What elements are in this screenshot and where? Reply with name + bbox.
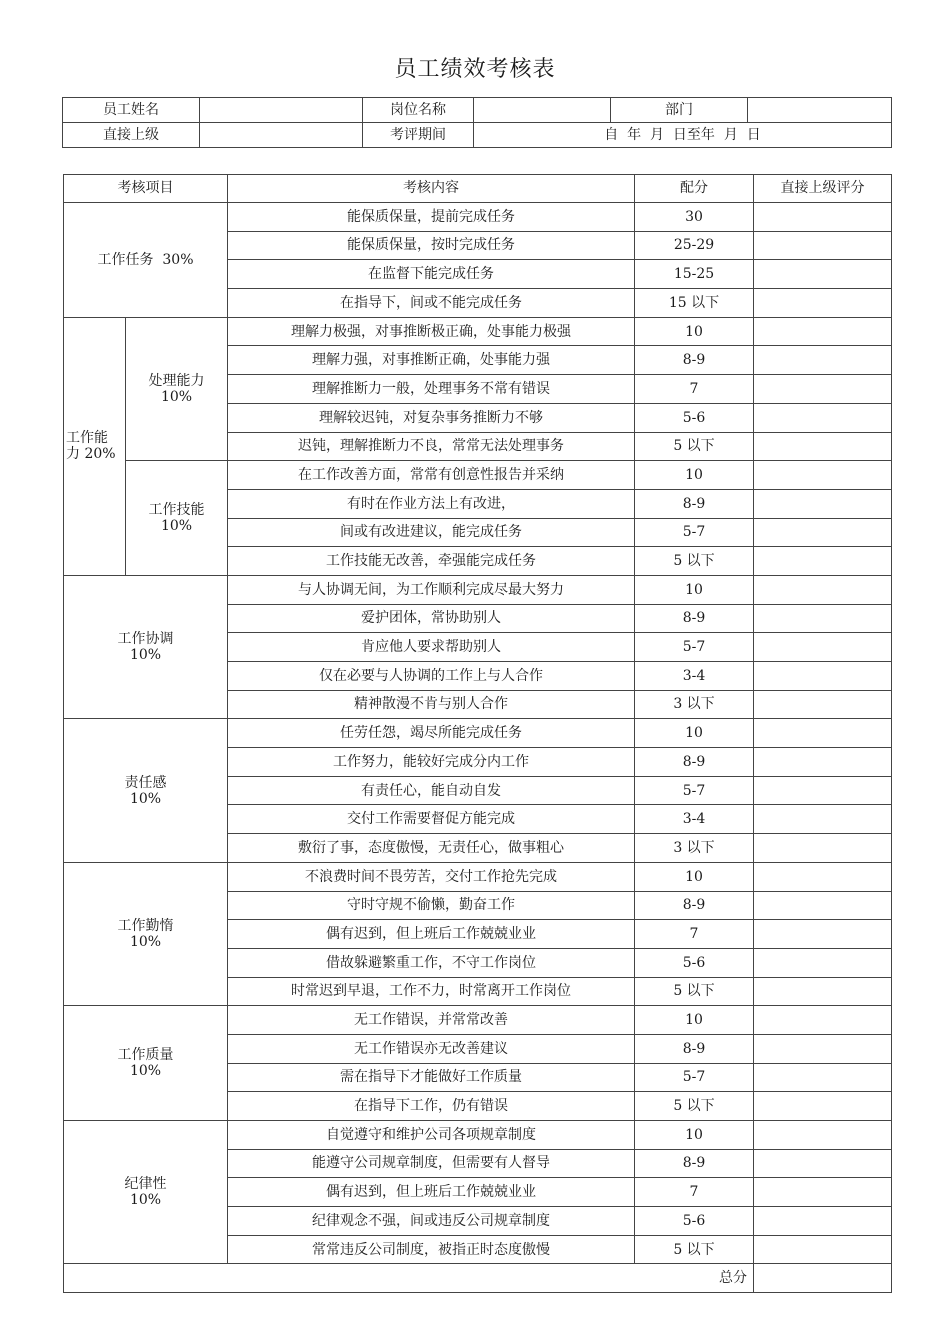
rating-cell[interactable] <box>754 977 892 1006</box>
position-label: 岗位名称 <box>363 98 474 123</box>
rating-cell[interactable] <box>754 662 892 691</box>
score-range: 25-29 <box>635 231 754 260</box>
rating-cell[interactable] <box>754 547 892 576</box>
category-responsibility <box>64 719 228 862</box>
supervisor-field[interactable] <box>200 123 363 148</box>
rating-cell[interactable] <box>754 461 892 490</box>
criteria-text: 偶有迟到，但上班后工作兢兢业业 <box>228 1178 635 1207</box>
period-label: 考评期间 <box>363 123 474 148</box>
rating-cell[interactable] <box>754 432 892 461</box>
criteria-text: 能遵守公司规章制度，但需要有人督导 <box>228 1149 635 1178</box>
criteria-text: 无工作错误亦无改善建议 <box>228 1034 635 1063</box>
criteria-text: 借故躲避繁重工作，不守工作岗位 <box>228 948 635 977</box>
category-label: 工作勤惰 <box>117 917 174 934</box>
total-score-cell[interactable] <box>754 1264 892 1293</box>
criteria-text: 在指导下，间或不能完成任务 <box>228 289 635 318</box>
score-range: 10 <box>635 862 754 891</box>
criteria-text: 与人协调无间，为工作顺利完成尽最大努力 <box>228 575 635 604</box>
category-label: 工作质量 <box>117 1047 174 1064</box>
category-weight: 10% <box>129 790 162 807</box>
header-rating: 直接上级评分 <box>754 175 892 203</box>
score-range: 5 以下 <box>635 977 754 1006</box>
criteria-text: 理解较迟钝，对复杂事务推断力不够 <box>228 403 635 432</box>
category-coordination <box>64 575 228 718</box>
score-range: 7 <box>635 920 754 949</box>
score-range: 5 以下 <box>635 547 754 576</box>
rating-cell[interactable] <box>754 1063 892 1092</box>
table-row <box>64 862 892 891</box>
subcategory-weight: 10% <box>160 518 193 535</box>
criteria-text: 工作技能无改善，牵强能完成任务 <box>228 547 635 576</box>
category-ability <box>64 317 126 575</box>
category-diligence <box>64 862 228 1005</box>
criteria-text: 爱护团体，常协助别人 <box>228 604 635 633</box>
rating-cell[interactable] <box>754 231 892 260</box>
score-range: 8-9 <box>635 489 754 518</box>
criteria-text: 间或有改进建议，能完成任务 <box>228 518 635 547</box>
criteria-text: 有时在作业方法上有改进， <box>228 489 635 518</box>
criteria-text: 无工作错误，并常常改善 <box>228 1006 635 1035</box>
criteria-text: 交付工作需要督促方能完成 <box>228 805 635 834</box>
criteria-text: 肯应他人要求帮助别人 <box>228 633 635 662</box>
criteria-text: 需在指导下才能做好工作质量 <box>228 1063 635 1092</box>
category-quality <box>64 1006 228 1121</box>
rating-cell[interactable] <box>754 948 892 977</box>
table-row <box>64 317 892 346</box>
assessment-table <box>63 174 892 1293</box>
score-range: 5-7 <box>635 1063 754 1092</box>
score-range: 10 <box>635 461 754 490</box>
rating-cell[interactable] <box>754 317 892 346</box>
score-range: 8-9 <box>635 891 754 920</box>
rating-cell[interactable] <box>754 489 892 518</box>
category-label: 工作协调 <box>117 631 174 648</box>
criteria-text: 偶有迟到，但上班后工作兢兢业业 <box>228 920 635 949</box>
rating-cell[interactable] <box>754 289 892 318</box>
rating-cell[interactable] <box>754 633 892 662</box>
rating-cell[interactable] <box>754 891 892 920</box>
score-range: 5-6 <box>635 1207 754 1236</box>
rating-cell[interactable] <box>754 375 892 404</box>
score-range: 8-9 <box>635 346 754 375</box>
table-row <box>64 203 892 232</box>
score-range: 8-9 <box>635 748 754 777</box>
score-range: 5-6 <box>635 403 754 432</box>
position-field[interactable] <box>474 98 611 123</box>
criteria-text: 自觉遵守和维护公司各项规章制度 <box>228 1121 635 1150</box>
criteria-text: 守时守规不偷懒，勤奋工作 <box>228 891 635 920</box>
score-range: 3 以下 <box>635 690 754 719</box>
subcategory-label: 工作技能 <box>148 501 205 518</box>
rating-cell[interactable] <box>754 690 892 719</box>
criteria-text: 能保质保量，按时完成任务 <box>228 231 635 260</box>
rating-cell[interactable] <box>754 748 892 777</box>
rating-cell[interactable] <box>754 346 892 375</box>
score-range: 10 <box>635 719 754 748</box>
header-content: 考核内容 <box>228 175 635 203</box>
rating-cell[interactable] <box>754 403 892 432</box>
score-range: 5-7 <box>635 518 754 547</box>
rating-cell[interactable] <box>754 604 892 633</box>
rating-cell[interactable] <box>754 1121 892 1150</box>
criteria-text: 理解推断力一般，处理事务不常有错误 <box>228 375 635 404</box>
rating-cell[interactable] <box>754 1092 892 1121</box>
score-range: 3 以下 <box>635 834 754 863</box>
criteria-text: 任劳任怨，竭尽所能完成任务 <box>228 719 635 748</box>
criteria-text: 有责任心，能自动自发 <box>228 776 635 805</box>
table-row <box>64 719 892 748</box>
criteria-text: 理解力极强，对事推断极正确，处事能力极强 <box>228 317 635 346</box>
category-task: 工作任务 30% <box>64 203 228 318</box>
criteria-text: 在指导下工作，仍有错误 <box>228 1092 635 1121</box>
category-weight: 10% <box>129 1192 162 1209</box>
criteria-text: 工作努力，能较好完成分内工作 <box>228 748 635 777</box>
table-row <box>64 575 892 604</box>
rating-cell[interactable] <box>754 1235 892 1264</box>
score-range: 10 <box>635 1121 754 1150</box>
subcategory-label: 处理能力 <box>148 372 205 389</box>
score-range: 5-7 <box>635 633 754 662</box>
rating-cell[interactable] <box>754 920 892 949</box>
criteria-text: 敷衍了事，态度傲慢，无责任心，做事粗心 <box>228 834 635 863</box>
score-range: 10 <box>635 575 754 604</box>
score-range: 5 以下 <box>635 1235 754 1264</box>
score-range: 7 <box>635 1178 754 1207</box>
score-range: 3-4 <box>635 805 754 834</box>
rating-cell[interactable] <box>754 1149 892 1178</box>
department-field[interactable] <box>748 98 892 123</box>
category-label: 纪律性 <box>124 1176 167 1193</box>
subcategory-handling <box>126 317 228 460</box>
score-range: 5 以下 <box>635 432 754 461</box>
criteria-text: 在工作改善方面，常常有创意性报告并采纳 <box>228 461 635 490</box>
criteria-text: 仅在必要与人协调的工作上与人合作 <box>228 662 635 691</box>
score-range: 5-7 <box>635 776 754 805</box>
rating-cell[interactable] <box>754 203 892 232</box>
score-range: 10 <box>635 1006 754 1035</box>
subcategory-weight: 10% <box>160 388 193 405</box>
total-label: 总分 <box>64 1264 754 1293</box>
score-range: 7 <box>635 375 754 404</box>
category-discipline <box>64 1121 228 1264</box>
criteria-text: 理解力强，对事推断正确，处事能力强 <box>228 346 635 375</box>
rating-cell[interactable] <box>754 575 892 604</box>
criteria-text: 精神散漫不肯与别人合作 <box>228 690 635 719</box>
criteria-text: 不浪费时间不畏劳苦，交付工作抢先完成 <box>228 862 635 891</box>
employee-name-field[interactable] <box>200 98 363 123</box>
table-row <box>64 1121 892 1150</box>
score-range: 8-9 <box>635 1149 754 1178</box>
score-range: 15-25 <box>635 260 754 289</box>
rating-cell[interactable] <box>754 260 892 289</box>
category-weight: 力 20% <box>66 446 116 463</box>
category-label: 责任感 <box>124 774 167 791</box>
rating-cell[interactable] <box>754 719 892 748</box>
score-range: 5-6 <box>635 948 754 977</box>
score-range: 3-4 <box>635 662 754 691</box>
score-range: 5 以下 <box>635 1092 754 1121</box>
table-row <box>64 1006 892 1035</box>
table-row <box>64 461 892 490</box>
category-weight: 10% <box>129 934 162 951</box>
header-item: 考核项目 <box>64 175 228 203</box>
score-range: 15 以下 <box>635 289 754 318</box>
criteria-text: 常常违反公司制度，被指正时态度傲慢 <box>228 1235 635 1264</box>
supervisor-label: 直接上级 <box>63 123 200 148</box>
department-label: 部门 <box>611 98 748 123</box>
category-weight: 10% <box>129 647 162 664</box>
employee-name-label: 员工姓名 <box>63 98 200 123</box>
criteria-text: 能保质保量，提前完成任务 <box>228 203 635 232</box>
rating-cell[interactable] <box>754 834 892 863</box>
subcategory-skill <box>126 461 228 576</box>
total-row <box>64 1264 892 1293</box>
header-score: 配分 <box>635 175 754 203</box>
table-header-row <box>64 175 892 203</box>
category-weight: 10% <box>129 1063 162 1080</box>
rating-cell[interactable] <box>754 862 892 891</box>
rating-cell[interactable] <box>754 1207 892 1236</box>
rating-cell[interactable] <box>754 1178 892 1207</box>
period-field[interactable]: 自 年 月 日至年 月 日 <box>474 123 892 148</box>
criteria-text: 迟钝，理解推断力不良，常常无法处理事务 <box>228 432 635 461</box>
category-label: 工作能 <box>66 430 108 447</box>
score-range: 30 <box>635 203 754 232</box>
score-range: 8-9 <box>635 604 754 633</box>
score-range: 10 <box>635 317 754 346</box>
criteria-text: 纪律观念不强，间或违反公司规章制度 <box>228 1207 635 1236</box>
page-title: 员工绩效考核表 <box>394 57 556 82</box>
employee-info-table <box>62 97 892 148</box>
rating-cell[interactable] <box>754 805 892 834</box>
criteria-text: 时常迟到早退，工作不力，时常离开工作岗位 <box>228 977 635 1006</box>
criteria-text: 在监督下能完成任务 <box>228 260 635 289</box>
rating-cell[interactable] <box>754 1006 892 1035</box>
rating-cell[interactable] <box>754 776 892 805</box>
score-range: 8-9 <box>635 1034 754 1063</box>
rating-cell[interactable] <box>754 1034 892 1063</box>
rating-cell[interactable] <box>754 518 892 547</box>
